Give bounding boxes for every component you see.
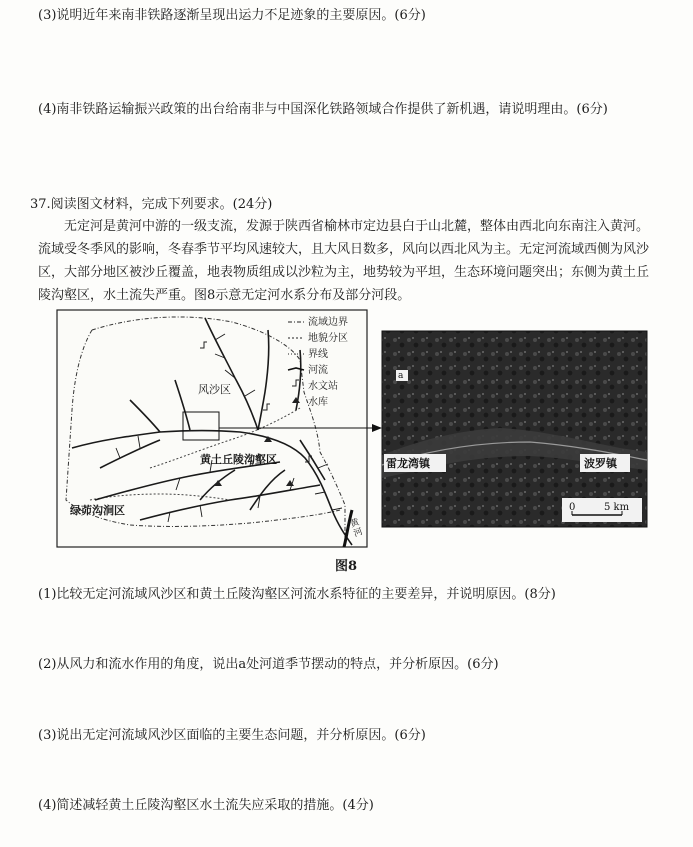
legend-landform-zone: 地貌分区: [308, 333, 348, 344]
pointer-arrow: [372, 424, 382, 432]
scale-distance: 5 km: [604, 502, 630, 513]
figure-caption: 图8: [335, 559, 358, 574]
label-boluo: 波罗镇: [584, 457, 617, 470]
passage-line-4: 陵沟壑区，水土流失严重。图8示意无定河水系分布及部分河段。: [38, 288, 411, 303]
legend-basin-boundary: 流域边界: [308, 317, 348, 328]
satellite-image: [382, 331, 647, 527]
passage-line-1: 无定河是黄河中游的一级支流，发源于陕西省榆林市定边县白于山北麓，整体由西北向东南注入黄河。: [38, 219, 650, 234]
marker-a: a: [398, 371, 404, 381]
legend-river: 河流: [308, 365, 328, 376]
legend-reservoir: 水库: [308, 397, 328, 408]
label-sand-region: 风沙区: [198, 383, 231, 396]
scale-zero: 0: [569, 502, 576, 513]
question-37-stem: 37.阅读图文材料，完成下列要求。(24分): [30, 197, 273, 212]
question-3-south-africa: (3)说明近年来南非铁路逐渐呈现出运力不足迹象的主要原因。(6分): [38, 8, 426, 23]
sub-question-4: (4)简述减轻黄土丘陵沟壑区水土流失应采取的措施。(4分): [38, 798, 374, 813]
label-leilongwan: 雷龙湾镇: [386, 457, 430, 470]
label-gully-region: 绿茆沟涧区: [70, 504, 125, 517]
passage-line-3: 区，大部分地区被沙丘覆盖，地表物质组成以沙粒为主，地势较为平坦，生态环境问题突出；东侧为黄土丘: [38, 265, 650, 280]
sub-question-2: (2)从风力和流水作用的角度，说出a处河道季节摆动的特点，并分析原因。(6分): [38, 657, 499, 672]
sub-question-3: (3)说出无定河流域风沙区面临的主要生态问题，并分析原因。(6分): [38, 728, 426, 743]
question-4-south-africa: (4)南非铁路运输振兴政策的出台给南非与中国深化铁路领域合作提供了新机遇，请说明理由。(6分): [38, 102, 608, 117]
label-yellow-river: 黄河: [348, 517, 365, 540]
label-loess-region: 黄土丘陵沟壑区: [200, 453, 277, 466]
legend-hydro-station: 水文站: [308, 381, 338, 392]
passage-line-2: 流域受冬季风的影响，冬春季节平均风速较大，且大风日数多，风向以西北风为主。无定河流域西侧为风沙: [38, 242, 650, 257]
sub-question-1: (1)比较无定河流域风沙区和黄土丘陵沟壑区河流水系特征的主要差异，并说明原因。(8分): [38, 587, 556, 602]
legend-boundary: 界线: [308, 349, 328, 360]
